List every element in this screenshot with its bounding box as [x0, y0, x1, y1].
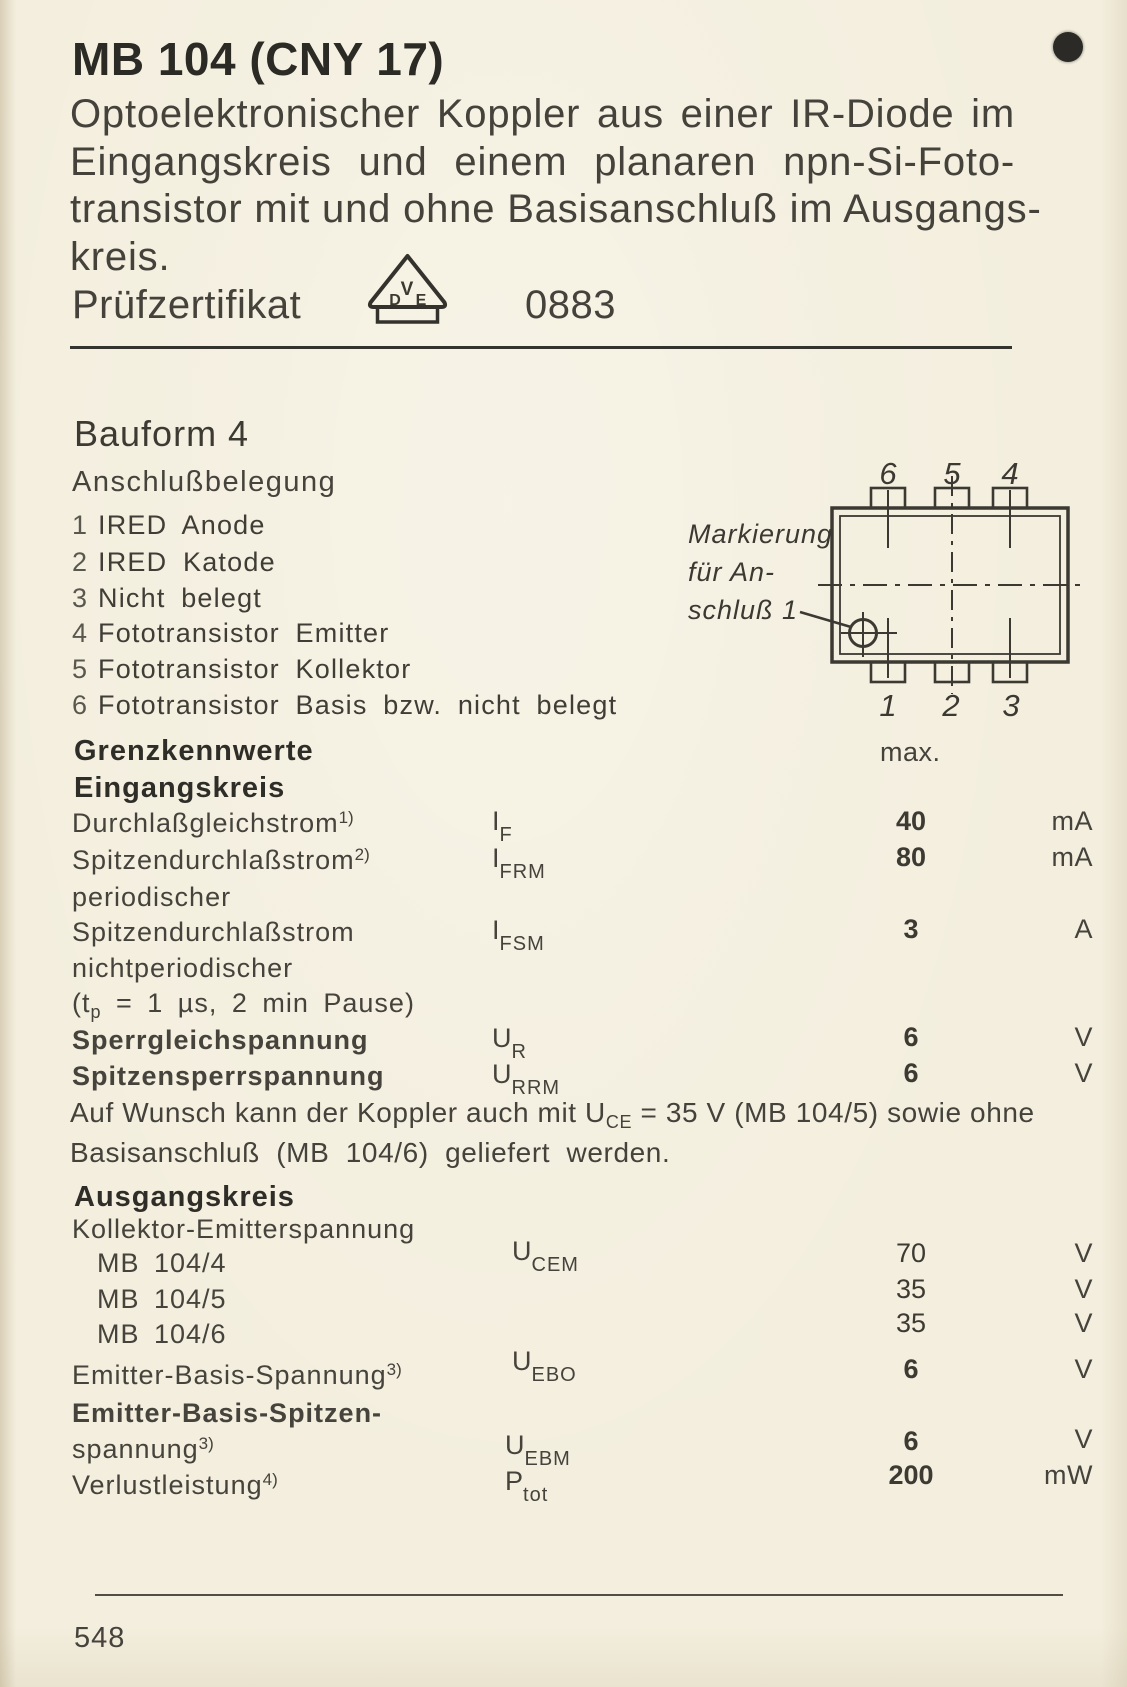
pin-number-bottom: 1	[879, 688, 897, 723]
order-note-line: Auf Wunsch kann der Koppler auch mit $U_{CE} = 35$ V (MB 104/5) sowie ohne	[70, 1097, 1035, 1132]
limit-symbol: URRM	[492, 1059, 561, 1099]
bauform-heading: Bauform 4	[74, 413, 250, 454]
limit-row-label: Spitzendurchlaßstrom	[72, 917, 355, 947]
footnote-marker: 1)	[338, 808, 354, 827]
marking-leader-line	[800, 612, 851, 627]
limit-row-label: ($t_p = 1$ µs, 2 min Pause)	[72, 988, 415, 1022]
pin-number-top: 4	[1001, 456, 1019, 491]
limit-value: 6	[903, 1354, 919, 1384]
limit-symbol: Ptot	[505, 1466, 549, 1506]
limit-unit: mA	[1051, 842, 1093, 872]
limit-value: 70	[895, 1238, 927, 1268]
input-section-heading: Eingangskreis	[74, 772, 286, 804]
limit-row-label: Verlustleistung$^{4)}$	[72, 1470, 278, 1500]
limit-row-label: Spitzendurchlaßstrom$^{2)}$	[72, 845, 370, 875]
pin-row	[72, 690, 617, 720]
description-line: Eingangskreis und einem planaren npn-Si-Foto-	[70, 140, 1015, 184]
certificate-number: 0883	[525, 283, 616, 327]
output-section-heading: Ausgangskreis	[74, 1181, 295, 1213]
limit-symbol: UCEM	[512, 1236, 579, 1276]
order-note-line: Basisanschluß (MB 104/6) geliefert werden.	[70, 1137, 671, 1168]
limit-unit: V	[1074, 1274, 1093, 1304]
footnote-marker: 4)	[262, 1470, 278, 1489]
marking-label: für An-	[688, 557, 776, 587]
pin-number: 6	[72, 690, 89, 720]
limit-row-label: MB 104/4	[97, 1248, 227, 1278]
limit-value: 35	[895, 1308, 927, 1338]
vde-logo-icon	[365, 250, 450, 325]
limit-value: 6	[903, 1058, 919, 1088]
limit-row-label: Emitter-Basis-Spitzen-	[72, 1398, 383, 1428]
limit-value: 200	[888, 1460, 934, 1490]
vde-letter-v: V	[400, 279, 414, 300]
vde-letter-d: D	[389, 292, 401, 309]
bottom-divider	[95, 1594, 1063, 1596]
limit-row-label: Spitzensperrspannung	[72, 1061, 385, 1091]
pin-label: Fototransistor Kollektor	[98, 654, 412, 684]
limit-unit: V	[1074, 1424, 1093, 1454]
pin-number: 2	[72, 547, 89, 577]
top-divider	[70, 346, 1012, 349]
pin-row	[72, 547, 276, 577]
pin-number-top: 5	[943, 456, 961, 491]
limit-row-label: spannung$^{3)}$	[72, 1434, 214, 1464]
subscript: p	[90, 1002, 102, 1022]
max-column-label: max.	[880, 737, 941, 767]
limit-value: 6	[903, 1022, 919, 1052]
pin-label: Nicht belegt	[98, 583, 262, 613]
limit-unit: V	[1074, 1022, 1093, 1052]
page-number: 548	[74, 1622, 126, 1654]
pin-number-bottom: 3	[1002, 688, 1020, 723]
limit-value: 6	[903, 1426, 919, 1456]
pin-number: 4	[72, 618, 89, 648]
limit-symbol: IFRM	[492, 843, 546, 883]
certificate-label: Prüfzertifikat	[72, 283, 302, 327]
limit-unit: V	[1074, 1308, 1093, 1338]
pin-row	[72, 583, 262, 613]
limit-unit: mW	[1044, 1460, 1093, 1490]
description-line: transistor mit und ohne Basisanschluß im Ausgangs-	[70, 187, 1042, 231]
limit-row-label: Sperrgleichspannung	[72, 1025, 369, 1055]
group-label: Kollektor-Emitterspannung	[72, 1214, 416, 1244]
footnote-marker: 2)	[354, 845, 370, 864]
limit-value: 80	[895, 842, 927, 872]
footnote-marker: 3)	[386, 1360, 402, 1379]
pin-label: IRED Katode	[98, 547, 276, 577]
limit-symbol: UEBO	[512, 1346, 577, 1386]
pin-number-top: 6	[879, 456, 897, 491]
limit-unit: V	[1074, 1238, 1093, 1268]
limit-unit: V	[1074, 1354, 1093, 1384]
limit-row-label: MB 104/5	[97, 1284, 227, 1314]
limit-symbol: IFSM	[492, 915, 545, 955]
corner-dot-icon	[1053, 32, 1083, 62]
limit-unit: A	[1074, 914, 1093, 944]
package-drawing	[615, 430, 1127, 730]
pin-label: IRED Anode	[98, 510, 266, 540]
pin-row	[72, 618, 389, 648]
marking-label: Markierung	[688, 519, 834, 549]
limit-symbol: UEBM	[505, 1430, 571, 1470]
pin-number-bottom: 2	[942, 688, 960, 723]
pin-number: 1	[72, 510, 89, 540]
limits-heading: Grenzkennwerte	[74, 735, 314, 767]
page-title: MB 104 (CNY 17)	[72, 33, 445, 85]
limit-row-label: periodischer	[72, 882, 232, 912]
marking-label: schluß 1	[688, 595, 799, 625]
limit-row-label: Durchlaßgleichstrom$^{1)}$	[72, 808, 354, 838]
limit-unit: mA	[1051, 806, 1093, 836]
description-line: Optoelektronischer Koppler aus einer IR-Diode im	[70, 92, 1015, 136]
pin-number: 3	[72, 583, 89, 613]
limit-value: 40	[895, 806, 927, 836]
vde-letter-e: E	[415, 292, 427, 309]
pin-row	[72, 654, 411, 684]
pin-label: Fototransistor Basis bzw. nicht belegt	[98, 690, 618, 720]
pin-label: Fototransistor Emitter	[98, 618, 390, 648]
subscript: CE	[605, 1112, 633, 1132]
limit-symbol: UR	[492, 1023, 527, 1063]
pin-number: 5	[72, 654, 89, 684]
footnote-marker: 3)	[198, 1434, 214, 1453]
limit-unit: V	[1074, 1058, 1093, 1088]
description-line: kreis.	[70, 235, 171, 279]
limit-row-label: MB 104/6	[97, 1319, 227, 1349]
pin-row	[72, 510, 266, 540]
limit-value: 35	[895, 1274, 927, 1304]
limit-symbol: IF	[492, 806, 513, 846]
limit-value: 3	[903, 914, 919, 944]
limit-row-label: Emitter-Basis-Spannung$^{3)}$	[72, 1360, 402, 1390]
limit-row-label: nichtperiodischer	[72, 953, 294, 983]
pinout-heading: Anschlußbelegung	[72, 466, 337, 498]
